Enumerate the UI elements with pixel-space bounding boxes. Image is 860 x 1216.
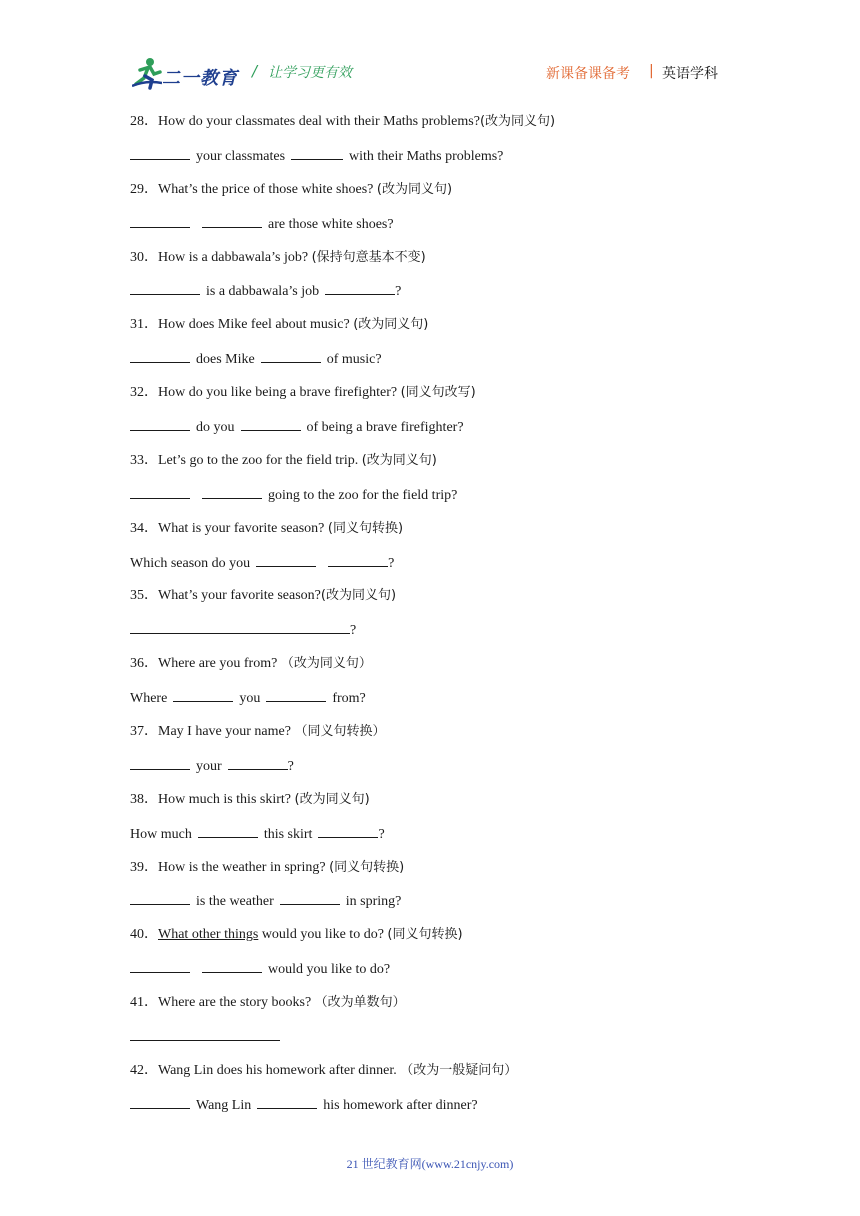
question-28 [130, 110, 750, 144]
page-header [0, 0, 860, 100]
answer-blank[interactable] [130, 957, 190, 973]
question-number: 41． [130, 995, 158, 1011]
answer-37 [130, 754, 750, 788]
question-prompt: Where are you from? [158, 656, 281, 672]
question-30 [130, 246, 750, 280]
answer-35 [130, 618, 750, 652]
header-subject: 英语学科 [662, 66, 718, 82]
answer-blank[interactable] [318, 822, 378, 838]
answer-text: is a dabbawala’s job [206, 284, 320, 300]
answer-blank[interactable] [130, 347, 190, 363]
question-list [130, 110, 750, 1127]
question-prompt: Wang Lin does his homework after dinner. [158, 1062, 401, 1078]
answer-text: do you [196, 420, 235, 436]
answer-text: your [196, 758, 222, 774]
answer-blank[interactable] [130, 1093, 190, 1109]
answer-38 [130, 822, 750, 856]
question-number: 42． [130, 1062, 158, 1078]
question-37 [130, 720, 750, 754]
answer-blank[interactable] [291, 144, 343, 160]
question-34 [130, 517, 750, 551]
answer-text: ? [395, 284, 402, 300]
answer-30 [130, 279, 750, 313]
answer-text: Where [130, 691, 168, 707]
answer-text: How much [130, 826, 192, 842]
answer-36 [130, 686, 750, 720]
answer-blank[interactable] [130, 212, 190, 228]
answer-text: your classmates [196, 148, 286, 164]
answer-blank[interactable] [130, 415, 190, 431]
answer-blank[interactable] [202, 483, 262, 499]
question-instruction: （改为单数句） [314, 995, 406, 1011]
answer-blank[interactable] [241, 415, 301, 431]
question-instruction: (保持句意基本不变) [311, 249, 426, 265]
question-39 [130, 856, 750, 890]
answer-40 [130, 957, 750, 991]
question-instruction: (同义句转换) [327, 520, 404, 536]
answer-text: with their Maths problems? [349, 148, 504, 164]
runner-icon [132, 56, 162, 90]
question-33 [130, 449, 750, 483]
answer-34 [130, 551, 750, 585]
question-prompt: How do you like being a brave firefighter? [158, 385, 401, 401]
question-prompt: What is your favorite season? [158, 520, 328, 536]
answer-blank[interactable] [328, 551, 388, 567]
answer-blank[interactable] [228, 754, 288, 770]
question-35 [130, 584, 750, 618]
answer-text: would you like to do? [268, 962, 391, 978]
answer-blank[interactable] [130, 618, 350, 634]
answer-text: ? [378, 826, 385, 842]
question-instruction: （同义句转换） [294, 724, 386, 740]
question-prompt: Where are the story books? [158, 995, 315, 1011]
answer-text: going to the zoo for the field trip? [268, 487, 458, 503]
question-prompt: How does Mike feel about music? [158, 317, 354, 333]
answer-blank[interactable] [325, 279, 395, 295]
question-number: 39． [130, 859, 158, 875]
logo-text: 二一教育 [162, 68, 238, 89]
question-number: 31． [130, 317, 158, 333]
answer-blank[interactable] [257, 1093, 317, 1109]
question-instruction: (改为同义句) [294, 791, 370, 807]
answer-32 [130, 415, 750, 449]
question-number: 32． [130, 385, 158, 401]
question-prompt: How much is this skirt? [158, 791, 295, 807]
header-divider: | [649, 63, 654, 79]
answer-blank[interactable] [130, 754, 190, 770]
question-prompt: What’s the price of those white shoes? [158, 181, 377, 197]
answer-blank[interactable] [130, 279, 200, 295]
answer-29 [130, 212, 750, 246]
answer-42 [130, 1093, 750, 1127]
answer-blank[interactable] [256, 551, 316, 567]
question-29 [130, 178, 750, 212]
question-number: 33． [130, 452, 158, 468]
answer-text: of being a brave firefighter? [306, 420, 464, 436]
underlined-phrase: What other things [158, 927, 259, 943]
question-instruction: (改为同义句) [479, 114, 556, 129]
answer-text: ? [388, 555, 395, 571]
header-slash: / [252, 62, 258, 80]
answer-blank[interactable] [202, 212, 262, 228]
question-number: 34． [130, 520, 158, 536]
answer-blank[interactable] [130, 1025, 280, 1041]
logo [132, 56, 242, 92]
question-instruction: (同义句转换) [387, 927, 463, 943]
answer-text: does Mike [196, 352, 255, 368]
answer-blank[interactable] [130, 144, 190, 160]
question-number: 28． [130, 114, 158, 129]
answer-39 [130, 889, 750, 923]
question-36 [130, 652, 750, 686]
question-prompt: How do your classmates deal with their Maths problems? [158, 114, 480, 129]
answer-text: you [239, 691, 261, 707]
answer-blank[interactable] [130, 483, 190, 499]
answer-31 [130, 347, 750, 381]
question-38 [130, 788, 750, 822]
question-40 [130, 923, 750, 957]
question-41 [130, 991, 750, 1025]
answer-blank[interactable] [130, 889, 190, 905]
answer-text: from? [332, 691, 366, 707]
question-number: 29． [130, 181, 158, 197]
answer-text: this skirt [263, 826, 313, 842]
answer-blank[interactable] [261, 347, 321, 363]
question-instruction: (改为同义句) [376, 181, 453, 197]
answer-blank[interactable] [173, 686, 233, 702]
answer-text: in spring? [345, 894, 402, 910]
question-instruction: （改为一般疑问句） [400, 1062, 518, 1078]
question-number: 30． [130, 249, 158, 265]
question-prompt: would you like to do? [258, 927, 388, 943]
question-42 [130, 1059, 750, 1093]
header-slogan: 让学习更有效 [268, 65, 352, 81]
page-footer: 21 世纪教育网(www.21cnjy.com) [346, 1157, 514, 1171]
question-number: 36． [130, 656, 158, 672]
question-prompt: May I have your name? [158, 724, 295, 740]
answer-text: of music? [326, 352, 382, 368]
answer-blank[interactable] [202, 957, 262, 973]
question-instruction: (改为同义句) [361, 452, 437, 468]
answer-33 [130, 483, 750, 517]
answer-blank[interactable] [198, 822, 258, 838]
answer-text: his homework after dinner? [323, 1097, 478, 1113]
answer-text: Which season do you [130, 555, 251, 571]
question-prompt: Let’s go to the zoo for the field trip. [158, 452, 362, 468]
answer-blank[interactable] [266, 686, 326, 702]
question-number: 38． [130, 791, 158, 807]
answer-28 [130, 144, 750, 178]
question-instruction: (同义句转换) [329, 859, 405, 875]
question-prompt: How is the weather in spring? [158, 859, 330, 875]
header-category: 新课备课备考 [546, 66, 630, 82]
answer-text: ? [287, 758, 294, 774]
answer-text: Wang Lin [196, 1097, 252, 1113]
question-number: 40． [130, 927, 158, 943]
question-32 [130, 381, 750, 415]
question-instruction: (改为同义句) [320, 588, 397, 604]
question-prompt: What’s your favorite season? [158, 588, 321, 604]
question-prompt: How is a dabbawala’s job? [158, 249, 312, 265]
question-number: 37． [130, 724, 158, 740]
answer-text: ? [350, 623, 357, 639]
question-number: 35． [130, 588, 158, 604]
answer-41 [130, 1025, 750, 1059]
answer-text: is the weather [196, 894, 274, 910]
question-instruction: (同义句改写) [400, 385, 476, 401]
question-instruction: (改为同义句) [353, 317, 429, 333]
answer-blank[interactable] [280, 889, 340, 905]
question-31 [130, 313, 750, 347]
question-instruction: （改为同义句） [280, 656, 372, 672]
answer-text: are those white shoes? [268, 216, 394, 232]
